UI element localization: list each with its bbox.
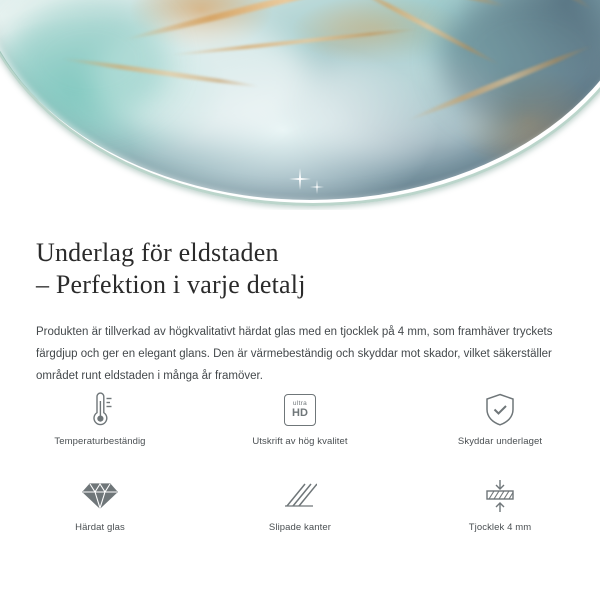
sparkle-icon xyxy=(316,180,317,194)
feature-item-protection xyxy=(400,388,600,466)
shield-check-icon xyxy=(484,388,516,432)
feature-label: Temperaturbeständig xyxy=(54,436,146,447)
feature-item-temperature xyxy=(0,388,200,466)
ultra-hd-icon xyxy=(284,388,316,432)
feature-label: Tjocklek 4 mm xyxy=(468,522,532,533)
thickness-icon xyxy=(482,474,518,518)
feature-label: Härdat glas xyxy=(75,522,125,533)
page-title xyxy=(36,237,566,301)
feature-item-print-quality xyxy=(200,388,400,466)
hero-image xyxy=(0,0,600,210)
feature-label: Slipade kanter xyxy=(268,522,332,533)
feature-item-thickness xyxy=(400,474,600,552)
feature-label: Skyddar underlaget xyxy=(457,436,543,447)
feature-label: Utskrift av hög kvalitet xyxy=(252,436,348,447)
polished-edges-icon xyxy=(283,474,317,518)
thermometer-icon xyxy=(83,388,117,432)
badge-top-text: ultra xyxy=(292,399,308,407)
headline-line-2: – Perfektion i varje detalj xyxy=(36,270,306,299)
feature-item-polished-edges xyxy=(200,474,400,552)
sparkle-icon xyxy=(299,168,301,190)
feature-item-tempered-glass xyxy=(0,474,200,552)
headline-line-1: Underlag för eldstaden xyxy=(36,238,279,267)
badge-bottom-text: HD xyxy=(292,407,308,420)
diamond-icon xyxy=(81,474,119,518)
description-paragraph: Produkten är tillverkad av högkvalitativt härdat glas med en tjocklek på 4 mm, som framhäver tryckets färgdjup och ger en elegant glans. Den är värmebeständig och skyddar mot skador, vilket säkerställer området runt eldstaden i många år framöver. xyxy=(36,326,553,382)
content-block xyxy=(0,210,600,387)
feature-grid xyxy=(0,388,600,552)
